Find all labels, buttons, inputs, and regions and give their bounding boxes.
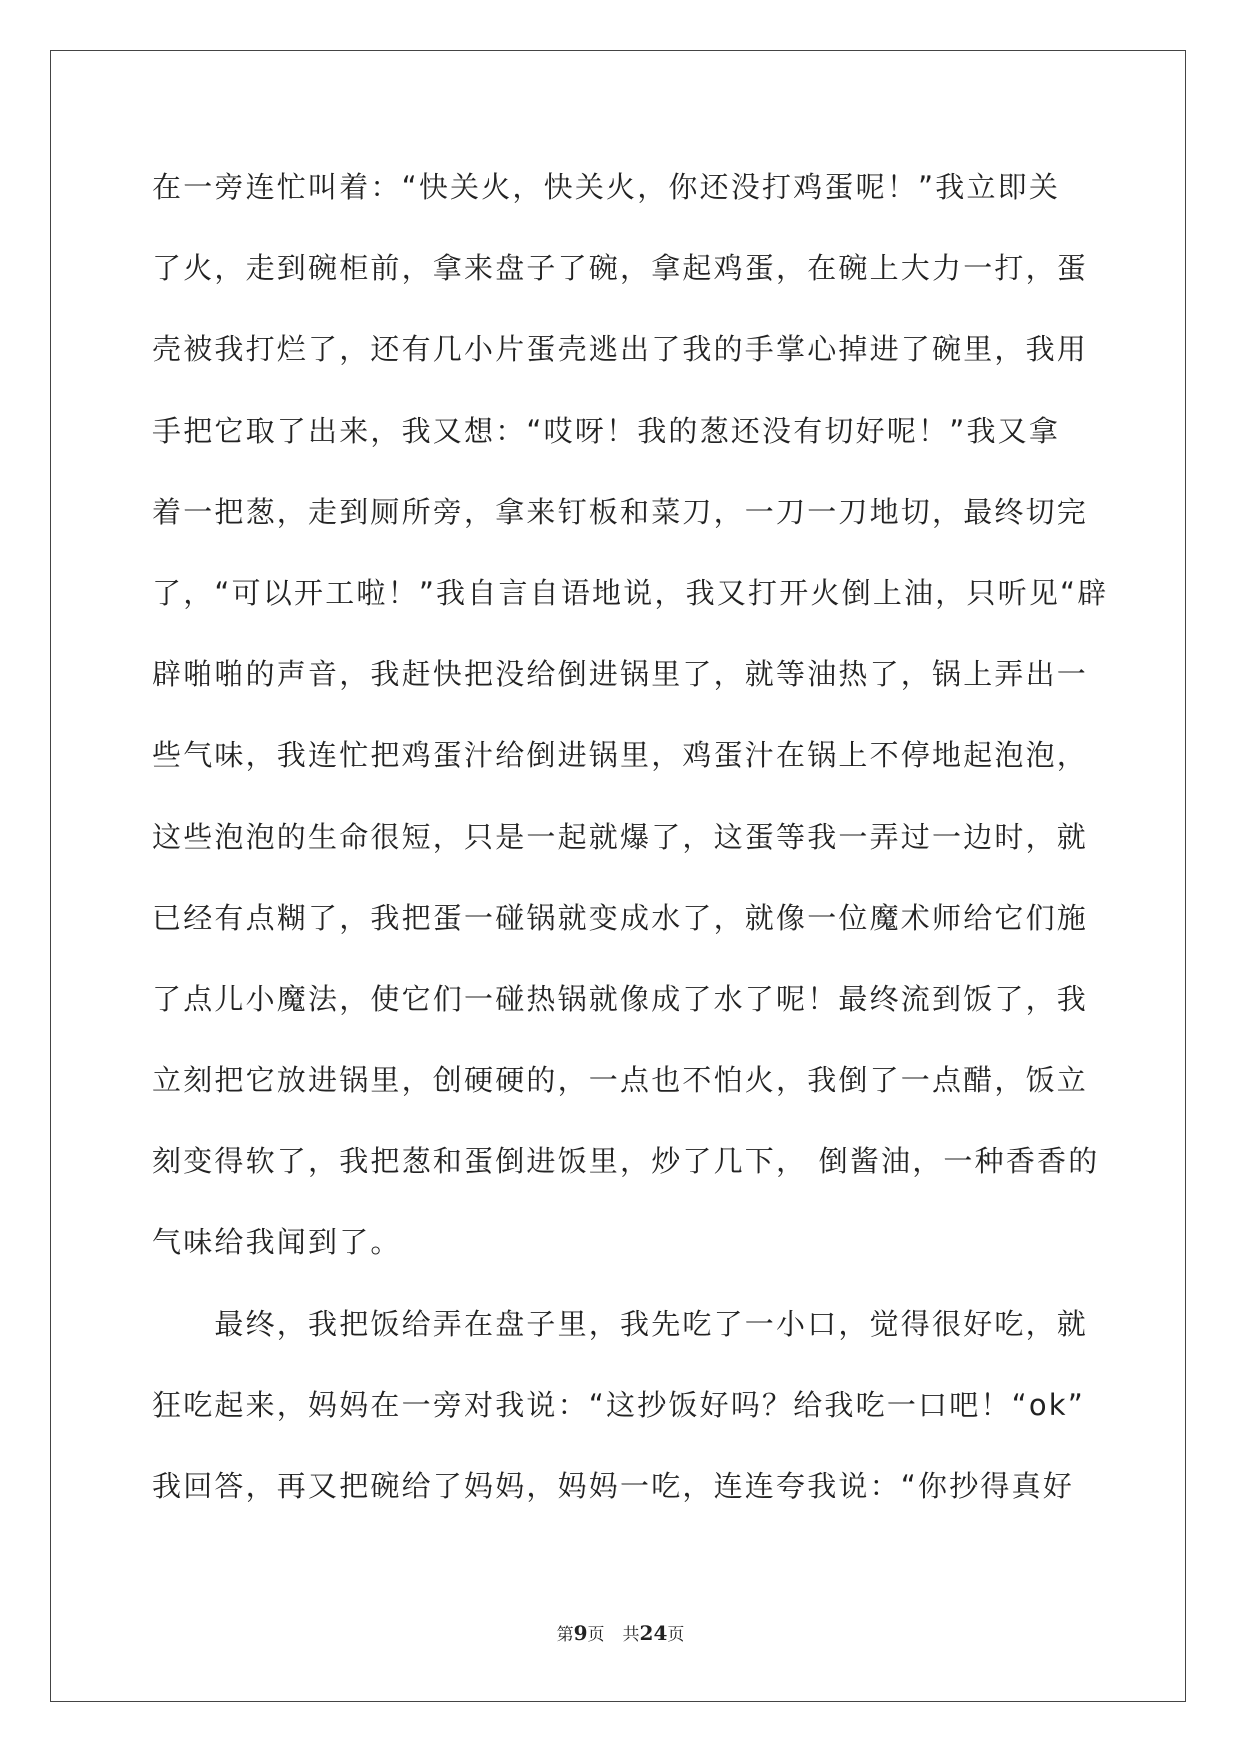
footer-page-suffix: 页 [587,1625,605,1645]
footer-total-prefix: 共 [622,1625,640,1645]
text-line: 在一旁连忙叫着：“快关火，快关火，你还没打鸡蛋呢！”我立即关 [152,170,1061,204]
page-footer [0,1620,1241,1645]
text-line: 了点儿小魔法，使它们一碰热锅就像成了水了呢！最终流到饭了，我 [152,981,1089,1016]
text-line: 了火，走到碗柜前，拿来盘子了碗，拿起鸡蛋，在碗上大力一打，蛋 [152,251,1089,286]
text-line: 刻变得软了，我把葱和蛋倒进饭里，炒了几下， 倒酱油，一种香香的 [152,1144,1100,1179]
footer-prefix: 第 [556,1625,574,1645]
page-number: 9 [573,1621,588,1645]
text-line: 这些泡泡的生命很短，只是一起就爆了，这蛋等我一弄过一边时，就 [152,819,1089,854]
text-line: 已经有点糊了，我把蛋一碰锅就变成水了，就像一位魔术师给它们施 [152,900,1089,935]
text-line: 气味给我闻到了。 [152,1225,402,1260]
text-line: 着一把葱，走到厕所旁，拿来钉板和菜刀，一刀一刀地切，最终切完 [152,494,1089,529]
text-line: 些气味，我连忙把鸡蛋汁给倒进锅里，鸡蛋汁在锅上不停地起泡泡， [152,738,1089,773]
text-line: 辟啪啪的声音，我赶快把没给倒进锅里了，就等油热了，锅上弄出一 [152,657,1089,692]
document-body [152,167,1109,1547]
text-line: 狂吃起来，妈妈在一旁对我说：“这抄饭好吗？给我吃一口吧！“ok” [152,1387,1086,1422]
text-line: 手把它取了出来，我又想：“哎呀！我的葱还没有切好呢！”我又拿 [152,413,1061,448]
text-line: 壳被我打烂了，还有几小片蛋壳逃出了我的手掌心掉进了碗里，我用 [152,332,1089,367]
footer-total-suffix: 页 [667,1625,685,1645]
text-line: 我回答，再又把碗给了妈妈，妈妈一吃，连连夸我说：“你抄得真好 [152,1469,1075,1503]
text-line: 最终，我把饭给弄在盘子里，我先吃了一小口，觉得很好吃，就 [152,1306,1089,1341]
text-line: 立刻把它放进锅里，创硬硬的，一点也不怕火，我倒了一点醋，饭立 [152,1063,1089,1098]
total-pages: 24 [639,1621,668,1645]
text-line: 了，“可以开工啦！”我自言自语地说，我又打开火倒上油，只听见“辟 [152,575,1109,610]
